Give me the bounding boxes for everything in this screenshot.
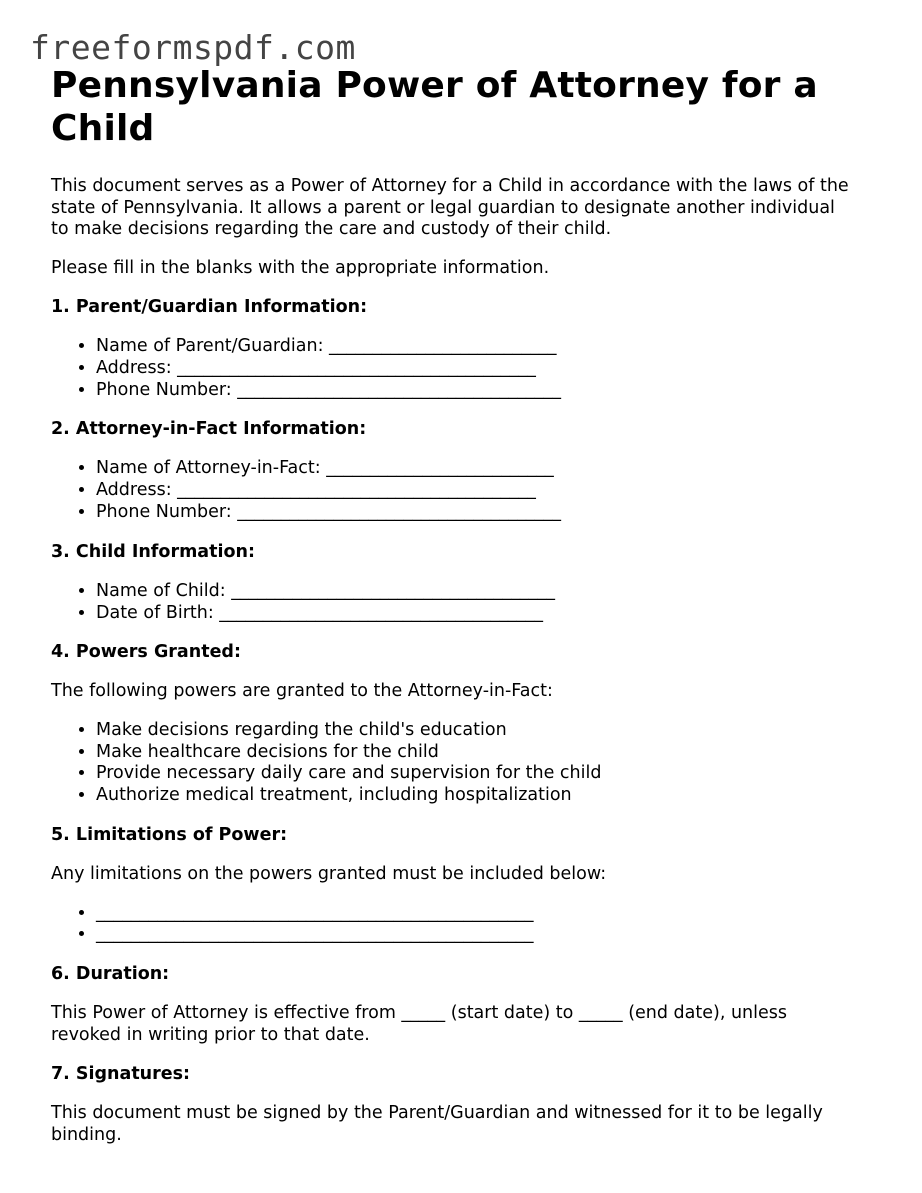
attorney-info-list [51,458,851,523]
list-item: • Make healthcare decisions for the child [96,742,851,764]
section-heading-duration: 6. Duration: [51,964,170,985]
instructions-paragraph: Please fill in the blanks with the appropriate information. [51,257,550,278]
list-item: • Authorize medical treatment, including hospitalization [96,785,851,807]
section-heading-parent: 1. Parent/Guardian Information: [51,297,368,317]
list-item: • Provide necessary daily care and supervision for the child [96,763,851,785]
section-heading-limitations: 5. Limitations of Power: [51,825,288,846]
list-item: • Make decisions regarding the child's education [96,720,851,742]
list-item: • Address: _________________________________________ [96,480,851,502]
child-info-list [51,581,851,625]
section-heading-powers: 4. Powers Granted: [51,642,241,663]
intro-paragraph: This document serves as a Power of Attorney for a Child in accordance with the laws of the state of Pennsylvania. It allows a parent or legal guardian to designate another individual to make decisions regarding the care and custody of their child. [51,176,849,239]
list-item: • Date of Birth: _____________________________________ [96,603,851,625]
section-heading-attorney: 2. Attorney-in-Fact Information: [51,419,367,440]
list-item: • Name of Child: _____________________________________ [96,581,851,603]
duration-paragraph: This Power of Attorney is effective from _____ (start date) to _____ (end date), unless revoked in writing prior to that date. [51,1003,788,1045]
powers-list [51,720,851,807]
list-item: • Phone Number: _____________________________________ [96,380,851,402]
list-item: • __________________________________________________ [96,903,851,925]
parent-info-list [51,336,851,401]
list-item: • Address: _________________________________________ [96,358,851,380]
list-item: • Phone Number: _____________________________________ [96,502,851,524]
powers-paragraph: The following powers are granted to the Attorney-in-Fact: [51,681,553,702]
limitations-list [51,903,851,947]
watermark: freeformspdf.com [30,28,356,67]
list-item: • Name of Attorney-in-Fact: __________________________ [96,458,851,480]
section-heading-child: 3. Child Information: [51,541,255,562]
document-body [51,64,851,1163]
section-heading-signatures: 7. Signatures: [51,1064,191,1085]
list-item: • Name of Parent/Guardian: __________________________ [96,336,851,358]
signatures-paragraph: This document must be signed by the Parent/Guardian and witnessed for it to be legally binding. [51,1103,823,1145]
page-title: Pennsylvania Power of Attorney for a Child [51,65,818,149]
limitations-paragraph: Any limitations on the powers granted must be included below: [51,864,607,885]
list-item: • __________________________________________________ [96,924,851,946]
